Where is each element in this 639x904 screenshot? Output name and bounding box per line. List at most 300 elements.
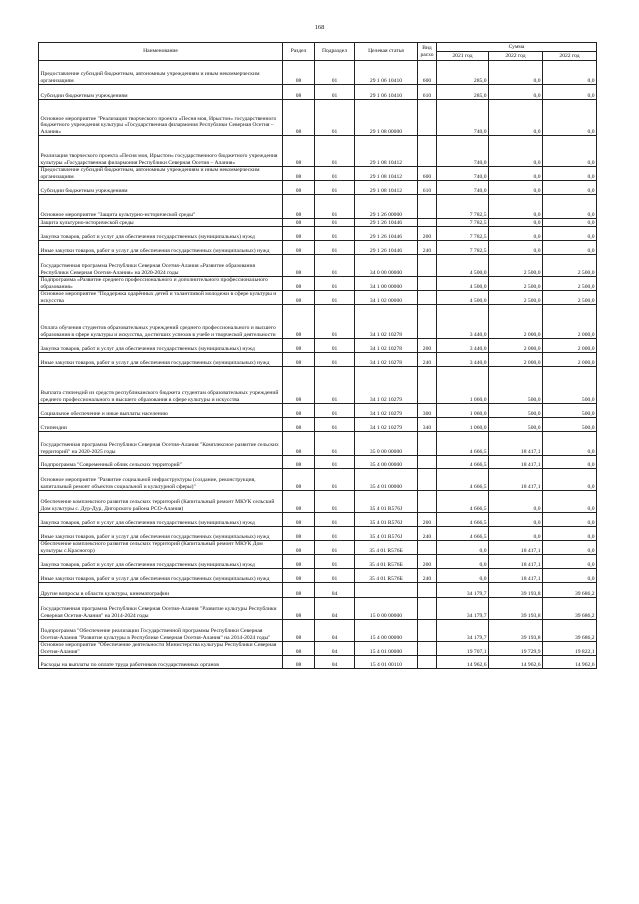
row-sum-2022-b: 39 686,2 [543,583,597,598]
row-section: 08 [283,469,315,491]
header-name: Наименование [39,43,283,61]
row-subsection: 01 [315,305,355,339]
row-name: Субсидии бюджетным учреждениям [39,85,283,100]
row-sum-2021: 34 179,7 [437,620,489,642]
row-subsection: 01 [315,456,355,469]
table-row [39,181,597,195]
row-kind [418,255,437,277]
row-sum-2022-b: 2 000,0 [543,339,597,353]
row-sum-2021: 1 060,0 [437,418,489,432]
row-sum-2021: 285,0 [437,85,489,100]
row-sum-2022-a: 0,0 [489,181,543,195]
row-target: 29 1 26 10446 [355,219,418,227]
table-row [39,656,597,669]
row-section: 08 [283,598,315,620]
row-kind [418,656,437,669]
row-name: Обеспечение комплексного развития сельских территорий (Капитальный ремонт МКУК сельский Дом культуры с. Дур-Дур, Дигорского района РСО-Алания) [39,491,283,513]
row-kind [418,305,437,339]
row-sum-2022-b: 0,0 [543,527,597,541]
row-section: 08 [283,569,315,583]
row-kind: 600 [418,167,437,181]
row-target: 29 1 08 10412 [355,167,418,181]
row-subsection: 01 [315,469,355,491]
row-name: Стипендии [39,418,283,432]
table-row [39,241,597,255]
header-sum: Сумма [437,43,597,52]
row-sum-2022-b: 0,0 [543,555,597,569]
row-sum-2021: 3 440,0 [437,353,489,367]
row-name: Подпрограмма "Современный облик сельских территорий" [39,456,283,469]
row-sum-2022-b: 0,0 [543,513,597,527]
row-name: Иные закупки товаров, работ и услуг для обеспечения государственных (муниципальных) нужд [39,569,283,583]
table-row [39,277,597,291]
row-name: Закупка товаров, работ и услуг для обеспечения государственных (муниципальных) нужд [39,227,283,241]
row-subsection: 01 [315,291,355,305]
row-subsection: 01 [315,277,355,291]
row-target: 34 0 00 00000 [355,255,418,277]
table-row [39,305,597,339]
budget-table [38,42,597,669]
row-section: 08 [283,456,315,469]
row-name: Закупка товаров, работ и услуг для обеспечения государственных (муниципальных) нужд [39,339,283,353]
row-target: 15 4 00 00000 [355,620,418,642]
row-subsection: 04 [315,598,355,620]
row-name: Иные закупки товаров, работ и услуг для обеспечения государственных (муниципальных) нужд [39,353,283,367]
row-subsection: 01 [315,513,355,527]
header-target: Целевая статья [355,43,418,61]
table-row [39,219,597,227]
row-sum-2022-b: 0,0 [543,241,597,255]
row-subsection: 01 [315,100,355,136]
row-target: 15 0 00 00000 [355,598,418,620]
row-name: Закупка товаров, работ и услуг для обеспечения государственных (муниципальных) нужд [39,555,283,569]
row-sum-2022-b: 500,0 [543,367,597,404]
row-section: 08 [283,195,315,219]
row-kind: 340 [418,418,437,432]
row-subsection: 01 [315,181,355,195]
row-kind [418,491,437,513]
row-target: 29 1 26 10446 [355,227,418,241]
row-sum-2022-a: 18 417,1 [489,569,543,583]
row-name: Государственная программа Республики Северная Осетия-Алания «Развитие образования Республики Северная Осетия-Алания» на 2020-2024 годы [39,255,283,277]
row-sum-2021: 740,0 [437,181,489,195]
row-section: 08 [283,100,315,136]
row-sum-2022-a: 2 000,0 [489,353,543,367]
row-sum-2022-a: 18 417,1 [489,541,543,555]
row-name: Основное мероприятие "Поддержка одарённых детей и талантливой молодежи в сфере культуры и искусства [39,291,283,305]
row-sum-2021: 3 440,0 [437,305,489,339]
row-subsection: 01 [315,541,355,555]
row-sum-2021: 4 500,0 [437,277,489,291]
row-kind: 200 [418,555,437,569]
row-section: 08 [283,583,315,598]
row-subsection: 04 [315,656,355,669]
table-row [39,598,597,620]
table-row [39,404,597,418]
row-subsection: 01 [315,195,355,219]
table-row [39,555,597,569]
row-sum-2021: 1 060,0 [437,367,489,404]
row-subsection: 01 [315,353,355,367]
row-sum-2021: 4 666,5 [437,527,489,541]
row-subsection: 01 [315,85,355,100]
row-section: 08 [283,85,315,100]
row-target: 29 1 26 10446 [355,241,418,255]
table-row [39,513,597,527]
row-section: 08 [283,656,315,669]
row-kind [418,642,437,656]
table-row [39,136,597,167]
row-subsection: 01 [315,219,355,227]
row-target: 15 4 01 00110 [355,656,418,669]
row-sum-2022-b: 0,0 [543,167,597,181]
row-sum-2022-a: 18 417,1 [489,469,543,491]
row-subsection: 01 [315,136,355,167]
row-sum-2022-a: 0,0 [489,527,543,541]
row-sum-2022-a: 19 729,9 [489,642,543,656]
row-target: 35 4 01 R576J [355,491,418,513]
row-target: 34 1 00 00000 [355,277,418,291]
table-row [39,541,597,555]
table-row [39,227,597,241]
row-sum-2022-b: 2 500,0 [543,255,597,277]
row-sum-2022-a: 0,0 [489,100,543,136]
table-row [39,569,597,583]
row-target: 35 4 01 R576J [355,527,418,541]
row-kind [418,277,437,291]
row-kind [418,219,437,227]
table-row [39,167,597,181]
row-sum-2022-b: 0,0 [543,541,597,555]
table-row [39,432,597,456]
row-sum-2022-a: 0,0 [489,227,543,241]
row-section: 08 [283,136,315,167]
row-target: 29 1 26 00000 [355,195,418,219]
row-kind: 200 [418,339,437,353]
row-sum-2021: 7 782,5 [437,241,489,255]
header-subsection: Подраздел [315,43,355,61]
row-name: Основное мероприятие "Обеспечение деятельности Министерства культуры Республики Северная Осетия-Алания" [39,642,283,656]
row-kind: 240 [418,353,437,367]
row-sum-2021: 4 666,5 [437,456,489,469]
row-kind [418,432,437,456]
row-kind [418,195,437,219]
row-sum-2022-a: 0,0 [489,195,543,219]
row-name: Основное мероприятие "Защита культурно-исторической среды" [39,195,283,219]
row-target: 15 4 01 00000 [355,642,418,656]
row-kind: 610 [418,181,437,195]
row-sum-2022-a: 18 417,1 [489,432,543,456]
row-name: Закупка товаров, работ и услуг для обеспечения государственных (муниципальных) нужд [39,513,283,527]
row-section: 08 [283,339,315,353]
row-target: 34 1 02 10278 [355,339,418,353]
row-sum-2022-b: 0,0 [543,469,597,491]
row-section: 08 [283,277,315,291]
row-name: Другие вопросы в области культуры, кинематографии [39,583,283,598]
table-row [39,339,597,353]
row-sum-2022-a: 18 417,1 [489,555,543,569]
row-sum-2022-a: 2 500,0 [489,277,543,291]
table-row [39,291,597,305]
row-kind: 600 [418,61,437,85]
row-sum-2022-a: 2 500,0 [489,291,543,305]
row-sum-2022-b: 0,0 [543,456,597,469]
row-subsection: 01 [315,404,355,418]
row-sum-2022-a: 0,0 [489,241,543,255]
row-subsection: 01 [315,61,355,85]
row-subsection: 01 [315,167,355,181]
row-sum-2022-a: 39 193,8 [489,620,543,642]
row-section: 08 [283,620,315,642]
page-number: 168 [314,24,325,31]
table-row [39,620,597,642]
row-sum-2021: 3 440,0 [437,339,489,353]
row-sum-2022-a: 2 500,0 [489,255,543,277]
row-subsection: 01 [315,367,355,404]
row-sum-2022-a: 39 193,8 [489,598,543,620]
row-subsection: 01 [315,527,355,541]
row-section: 08 [283,353,315,367]
table-row [39,100,597,136]
row-sum-2022-a: 0,0 [489,513,543,527]
row-section: 08 [283,219,315,227]
row-sum-2022-b: 19 822,1 [543,642,597,656]
table-row [39,642,597,656]
row-section: 08 [283,181,315,195]
row-sum-2021: 0,0 [437,569,489,583]
row-sum-2022-b: 0,0 [543,100,597,136]
row-name: Подпрограмма «Развитие среднего профессионального и дополнительного профессионального образования» [39,277,283,291]
table-row [39,418,597,432]
row-name: Основное мероприятие "Реализация творческого проекта «Песня моя, Ирыстон» государственного бюджетного учреждения культуры «Государственная филармония Республики Северная Осетия – Алания» [39,100,283,136]
table-row [39,353,597,367]
row-sum-2022-a: 500,0 [489,367,543,404]
row-kind [418,456,437,469]
row-subsection: 01 [315,227,355,241]
table-row [39,195,597,219]
row-section: 08 [283,227,315,241]
row-sum-2021: 7 782,5 [437,227,489,241]
table-row [39,469,597,491]
row-section: 08 [283,167,315,181]
row-subsection: 01 [315,241,355,255]
row-name: Основное мероприятие "Развитие социальной инфраструктуры (создание, реконструкция, капитальный ремонт объектов социальной и культурной сферы)" [39,469,283,491]
header-year-2021: 2021 год [437,52,489,61]
row-sum-2022-b: 0,0 [543,219,597,227]
row-subsection: 01 [315,255,355,277]
row-sum-2022-a: 2 000,0 [489,305,543,339]
row-name: Защита культурно-исторической среды [39,219,283,227]
row-sum-2022-b: 14 962,6 [543,656,597,669]
row-target: 29 1 06 10410 [355,85,418,100]
table-row [39,85,597,100]
row-sum-2022-a: 0,0 [489,491,543,513]
row-name: Подпрограмма "Обеспечение реализации Государственной программы Республики Северная Осетия-Алания "Развитие культуры в Республике Северная Осетия-Алания" на 2014-2024 годы" [39,620,283,642]
row-name: Государственная программа Республики Северная Осетия-Алания "Развитие культуры Республики Северная Осетия-Алания" на 2014-2024 годы [39,598,283,620]
table-body [39,61,597,669]
row-section: 08 [283,404,315,418]
row-kind [418,100,437,136]
row-target: 34 1 02 10278 [355,353,418,367]
row-subsection: 01 [315,555,355,569]
row-kind: 200 [418,227,437,241]
table-row [39,527,597,541]
row-sum-2022-b: 0,0 [543,491,597,513]
row-target: 34 1 02 10279 [355,404,418,418]
row-kind [418,291,437,305]
row-subsection: 01 [315,339,355,353]
row-name: Государственная программа Республики Северная Осетия-Алания "Комплексное развитие сельских территорий" на 2020-2025 годы [39,432,283,456]
row-sum-2022-a: 39 193,8 [489,583,543,598]
row-sum-2021: 0,0 [437,555,489,569]
table-row [39,61,597,85]
row-target: 35 4 01 R576Б [355,569,418,583]
row-sum-2021: 4 500,0 [437,291,489,305]
row-section: 08 [283,367,315,404]
row-sum-2021: 740,0 [437,167,489,181]
row-sum-2022-b: 2 000,0 [543,305,597,339]
row-sum-2022-a: 18 417,1 [489,456,543,469]
row-name: Субсидии бюджетным учреждениям [39,181,283,195]
row-name: Оплата обучения студентов образовательных учреждений среднего профессионального и высшего образования в сфере культуры и искусства, достигших успехов в учебе и творческой деятельности [39,305,283,339]
row-name: Социальное обеспечение и иные выплаты населению [39,404,283,418]
row-sum-2021: 4 666,5 [437,513,489,527]
row-kind: 300 [418,404,437,418]
row-target: 34 1 02 10279 [355,418,418,432]
row-sum-2022-a: 0,0 [489,85,543,100]
row-target: 35 4 01 R576Б [355,541,418,555]
row-name: Реализация творческого проекта «Песня моя, Ирыстон» государственного бюджетного учреждения культуры «Государственная филармония Республики Северная Осетия – Алания» [39,136,283,167]
row-sum-2022-a: 0,0 [489,167,543,181]
row-sum-2021: 7 782,5 [437,219,489,227]
row-target: 35 4 01 R576Б [355,555,418,569]
row-kind [418,583,437,598]
row-target: 35 0 00 00000 [355,432,418,456]
row-sum-2021: 740,0 [437,136,489,167]
row-subsection: 01 [315,569,355,583]
row-sum-2022-b: 0,0 [543,569,597,583]
row-target: 29 1 08 10412 [355,136,418,167]
row-name: Расходы на выплаты по оплате труда работников государственных органов [39,656,283,669]
row-sum-2022-b: 0,0 [543,195,597,219]
row-sum-2022-a: 0,0 [489,219,543,227]
row-target: 29 1 08 10412 [355,181,418,195]
row-target [355,583,418,598]
row-sum-2022-a: 500,0 [489,404,543,418]
row-sum-2021: 4 666,5 [437,432,489,456]
row-sum-2021: 14 962,6 [437,656,489,669]
row-name: Иные закупки товаров, работ и услуг для обеспечения государственных (муниципальных) нужд [39,241,283,255]
row-section: 08 [283,527,315,541]
row-sum-2021: 19 707,1 [437,642,489,656]
row-target: 34 1 02 10278 [355,305,418,339]
row-sum-2022-b: 0,0 [543,136,597,167]
row-kind: 240 [418,569,437,583]
header-year-2022-a: 2022 год [489,52,543,61]
row-section: 08 [283,555,315,569]
header-kind: Вид расхо [418,43,437,61]
row-name: Обеспечение комплексного развития сельских территорий (Капитальный ремонт МКУК Дом культуры с.Красногор) [39,541,283,555]
row-kind [418,469,437,491]
row-sum-2022-b: 2 500,0 [543,291,597,305]
row-kind [418,598,437,620]
row-sum-2022-b: 39 686,2 [543,598,597,620]
row-section: 08 [283,291,315,305]
row-sum-2021: 7 782,5 [437,195,489,219]
row-sum-2022-b: 39 686,2 [543,620,597,642]
row-subsection: 04 [315,642,355,656]
row-kind [418,620,437,642]
row-sum-2021: 0,0 [437,541,489,555]
row-sum-2022-a: 2 000,0 [489,339,543,353]
row-target: 34 1 02 00000 [355,291,418,305]
row-subsection: 04 [315,620,355,642]
row-section: 08 [283,418,315,432]
row-sum-2022-b: 0,0 [543,85,597,100]
row-section: 08 [283,432,315,456]
row-kind: 240 [418,527,437,541]
row-target: 29 1 06 10410 [355,61,418,85]
row-subsection: 01 [315,432,355,456]
row-section: 08 [283,513,315,527]
row-section: 08 [283,255,315,277]
row-target: 35 4 01 00000 [355,469,418,491]
row-target: 29 1 08 00000 [355,100,418,136]
row-sum-2022-b: 0,0 [543,432,597,456]
row-name: Иные закупки товаров, работ и услуг для обеспечения государственных (муниципальных) нужд [39,527,283,541]
table-row [39,255,597,277]
row-sum-2022-b: 0,0 [543,61,597,85]
row-sum-2021: 34 179,7 [437,598,489,620]
row-section: 08 [283,241,315,255]
table-row [39,583,597,598]
row-subsection: 01 [315,491,355,513]
row-sum-2021: 1 060,0 [437,404,489,418]
row-name: Предоставление субсидий бюджетным, автономным учреждениям и иным некоммерческим организациям [39,61,283,85]
row-kind [418,367,437,404]
row-sum-2022-b: 500,0 [543,418,597,432]
row-section: 08 [283,541,315,555]
row-kind: 610 [418,85,437,100]
header-section: Раздел [283,43,315,61]
row-sum-2022-a: 0,0 [489,61,543,85]
table-row [39,491,597,513]
row-section: 08 [283,491,315,513]
table-row [39,456,597,469]
row-section: 08 [283,305,315,339]
row-sum-2022-b: 2 000,0 [543,353,597,367]
row-sum-2022-a: 14 962,6 [489,656,543,669]
row-section: 08 [283,61,315,85]
row-subsection: 04 [315,583,355,598]
row-sum-2021: 285,0 [437,61,489,85]
row-sum-2021: 4 500,0 [437,255,489,277]
row-kind [418,541,437,555]
row-sum-2022-b: 0,0 [543,227,597,241]
row-sum-2021: 4 666,5 [437,491,489,513]
row-subsection: 01 [315,418,355,432]
row-name: Выплата стипендий из средств республиканского бюджета студентам образовательных учреждений среднего профессионального и высшего образования в сфере культуры и искусства [39,367,283,404]
table-row [39,367,597,404]
row-kind: 240 [418,241,437,255]
row-target: 34 1 02 10279 [355,367,418,404]
row-sum-2021: 34 179,7 [437,583,489,598]
row-sum-2022-b: 2 500,0 [543,277,597,291]
header-year-2022-b: 2022 год [543,52,597,61]
row-name: Предоставление субсидий бюджетным, автономным учреждениям и иным некоммерческим организациям [39,167,283,181]
row-kind: 200 [418,513,437,527]
row-kind [418,136,437,167]
